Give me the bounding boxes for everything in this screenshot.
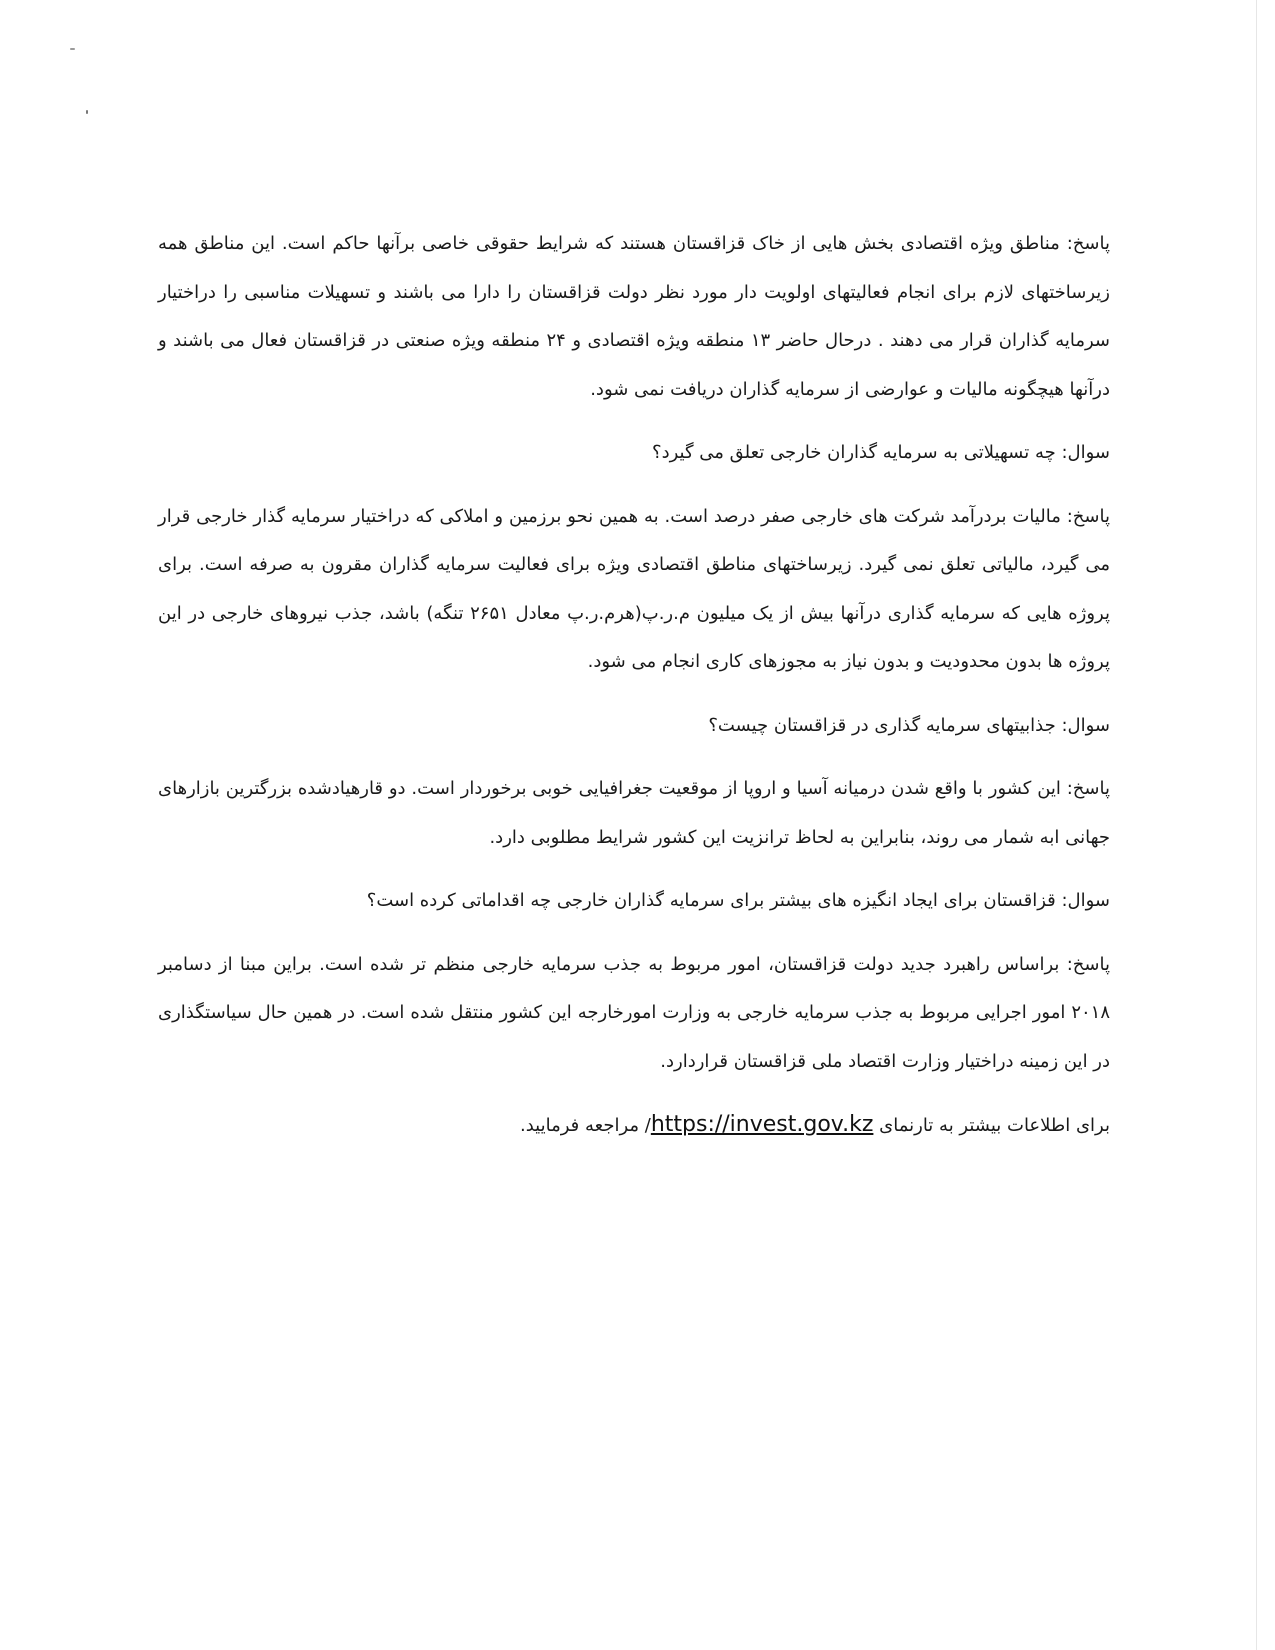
closing-suffix: / مراجعه فرمایید. <box>520 1115 651 1136</box>
answer-paragraph-zones: پاسخ: مناطق ویژه اقتصادی بخش هایی از خاک قزاقستان هستند که شرایط حقوقی خاصی برآنها حاکم است. این مناطق همه زیرساختهای لازم برای انجام فعالیتهای اولویت دار مورد نظر دولت قزاقستان را دارا می باشند و تسهیلات مناسبی را دراختیار سرمایه گذاران قرار می دهند . درحال حاضر ۱۳ منطقه ویژه اقتصادی و ۲۴ منطقه ویژه صنعتی در قزاقستان فعال می باشند و درآنها هیچگونه مالیات و عوارضی از سرمایه گذاران دریافت نمی شود. <box>158 233 1110 400</box>
answer-paragraph-incentives: پاسخ: مالیات بردرآمد شرکت های خارجی صفر درصد است. به همین نحو برزمین و املاکی که دراختیار سرمایه گذار خارجی قرار می گیرد، مالیاتی تعلق نمی گیرد. زیرساختهای مناطق اقتصادی ویژه برای فعالیت سرمایه گذاران مقرون به صرفه است. برای پروژه هایی که سرمایه گذاری درآنها بیش از یک میلیون م.ر.پ(هرم.ر.پ معادل ۲۶۵۱ تنگه) باشد، جذب نیروهای خارجی در این پروژه ها بدون محدودیت و بدون نیاز به مجوزهای کاری انجام می شود. <box>158 505 1110 672</box>
scan-speck <box>70 48 75 50</box>
answer-paragraph-attractions: پاسخ: این کشور با واقع شدن درمیانه آسیا و اروپا از موقعیت جغرافیایی خوبی برخوردار است. دو قارهیادشده بزرگترین بازارهای جهانی ابه شمار می روند، بنابراین به لحاظ ترانزیت این کشور شرایط مطلوبی دارد. <box>158 778 1110 848</box>
question-incentives: سوال: چه تسهیلاتی به سرمایه گذاران خارجی تعلق می گیرد؟ <box>652 442 1110 463</box>
scan-edge <box>1256 0 1257 1650</box>
invest-gov-link[interactable]: https://invest.gov.kz <box>650 1112 874 1137</box>
question-measures: سوال: قزاقستان برای ایجاد انگیزه های بیشتر برای سرمایه گذاران خارجی چه اقداماتی کرده است؟ <box>366 890 1110 911</box>
scan-speck <box>86 110 88 114</box>
answer-paragraph-measures: پاسخ: براساس راهبرد جدید دولت قزاقستان، امور مربوط به جذب سرمایه خارجی منظم تر شده است. براین مبنا از دسامبر ۲۰۱۸ امور اجرایی مربوط به جذب سرمایه خارجی به وزارت امورخارجه این کشور منتقل شده است. در همین حال سیاستگذاری در این زمینه دراختیار وزارت اقتصاد ملی قزاقستان قراردارد. <box>158 953 1110 1072</box>
question-attractions: سوال: جذابیتهای سرمایه گذاری در قزاقستان چیست؟ <box>708 714 1110 736</box>
closing-line <box>158 1101 1110 1151</box>
document-body <box>158 220 1110 1166</box>
closing-prefix: برای اطلاعات بیشتر به تارنمای <box>879 1115 1110 1136</box>
